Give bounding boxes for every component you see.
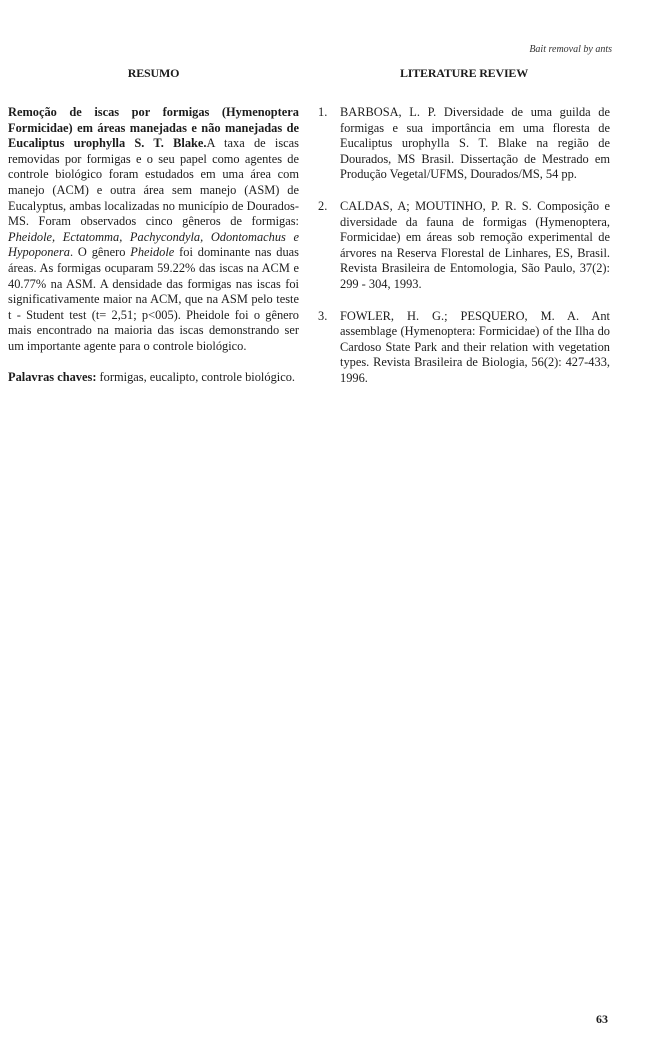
resumo-title: Remoção de iscas por formigas (Hymenoptera Formicidae) em áreas manejadas e não manejadas de Eucaliptus urophylla S. T. Blake.	[8, 105, 299, 151]
reference-text: CALDAS, A; MOUTINHO, P. R. S. Composição e diversidade da fauna de formigas (Hymenoptera, Formicidae) em áreas sob remoção experimental de árvores na Reserva Florestal de Linhares, ES, Brasil. Revista Brasileira de Entomologia, São Paulo, 37(2): 299 - 304, 1993.	[340, 198, 610, 291]
page-number: 63	[596, 1012, 608, 1026]
running-head: Bait removal by ants	[529, 44, 612, 55]
reference-text: FOWLER, H. G.; PESQUERO, M. A. Ant assemblage (Hymenoptera: Formicidae) of the Ilha do Cardoso State Park and their relation with vegetation types. Revista Brasileira de Biologia, 56(2): 427-433, 1996.	[340, 308, 610, 385]
keywords-label: Palavras chaves:	[8, 369, 97, 384]
keywords-text: formigas, eucalipto, controle biológico.	[96, 369, 295, 384]
resumo-text-3: foi dominante nas duas áreas. As formigas ocuparam 59.22% das iscas na ACM e 40.77% na ASM. A densidade das formigas nas iscas foi significativamente maior na ACM, que na ASM pelo teste t - Student test (t= 2,51; p<005). Pheidole foi o gênero mais encontrado na maioria das iscas demonstrando ser um importante agente para o controle biológico.	[8, 245, 299, 353]
literature-heading: LITERATURE REVIEW	[399, 66, 529, 80]
reference-number: 1.	[318, 105, 328, 119]
literature-column	[318, 66, 610, 403]
resumo-heading: RESUMO	[127, 66, 180, 80]
reference-text: BARBOSA, L. P. Diversidade de uma guilda de formigas e sua importância em uma floresta de Eucaliptus urophylla S. T. Blake na região de Dourados, MS Brasil. Dissertação de Mestrado em Produção Vegetal/UFMS, Dourados/MS, 54 pp.	[340, 105, 610, 182]
keywords	[8, 370, 299, 386]
reference-item	[318, 105, 610, 183]
resumo-column	[8, 66, 299, 385]
reference-list	[318, 105, 610, 387]
resumo-abstract	[8, 105, 299, 355]
reference-item	[318, 309, 610, 387]
resumo-genus: Pheidole	[130, 245, 175, 260]
resumo-text-2: . O gênero	[69, 245, 131, 260]
reference-number: 3.	[318, 308, 328, 323]
reference-number: 2.	[318, 198, 328, 213]
resumo-genera: Pheidole, Ectatomma, Pachycondyla, Odontomachus e Hypoponera	[8, 229, 299, 260]
resumo-text-1: A taxa de iscas removidas por formigas e o seu papel como agentes de controle biológico foram estudados em uma área com manejo (ACM) e outra área sem manejo (ASM) de Eucalyptus, ambas localizadas no município de Dourados-MS. Foram observados cinco gêneros de formigas:	[8, 136, 299, 229]
reference-item	[318, 199, 610, 293]
